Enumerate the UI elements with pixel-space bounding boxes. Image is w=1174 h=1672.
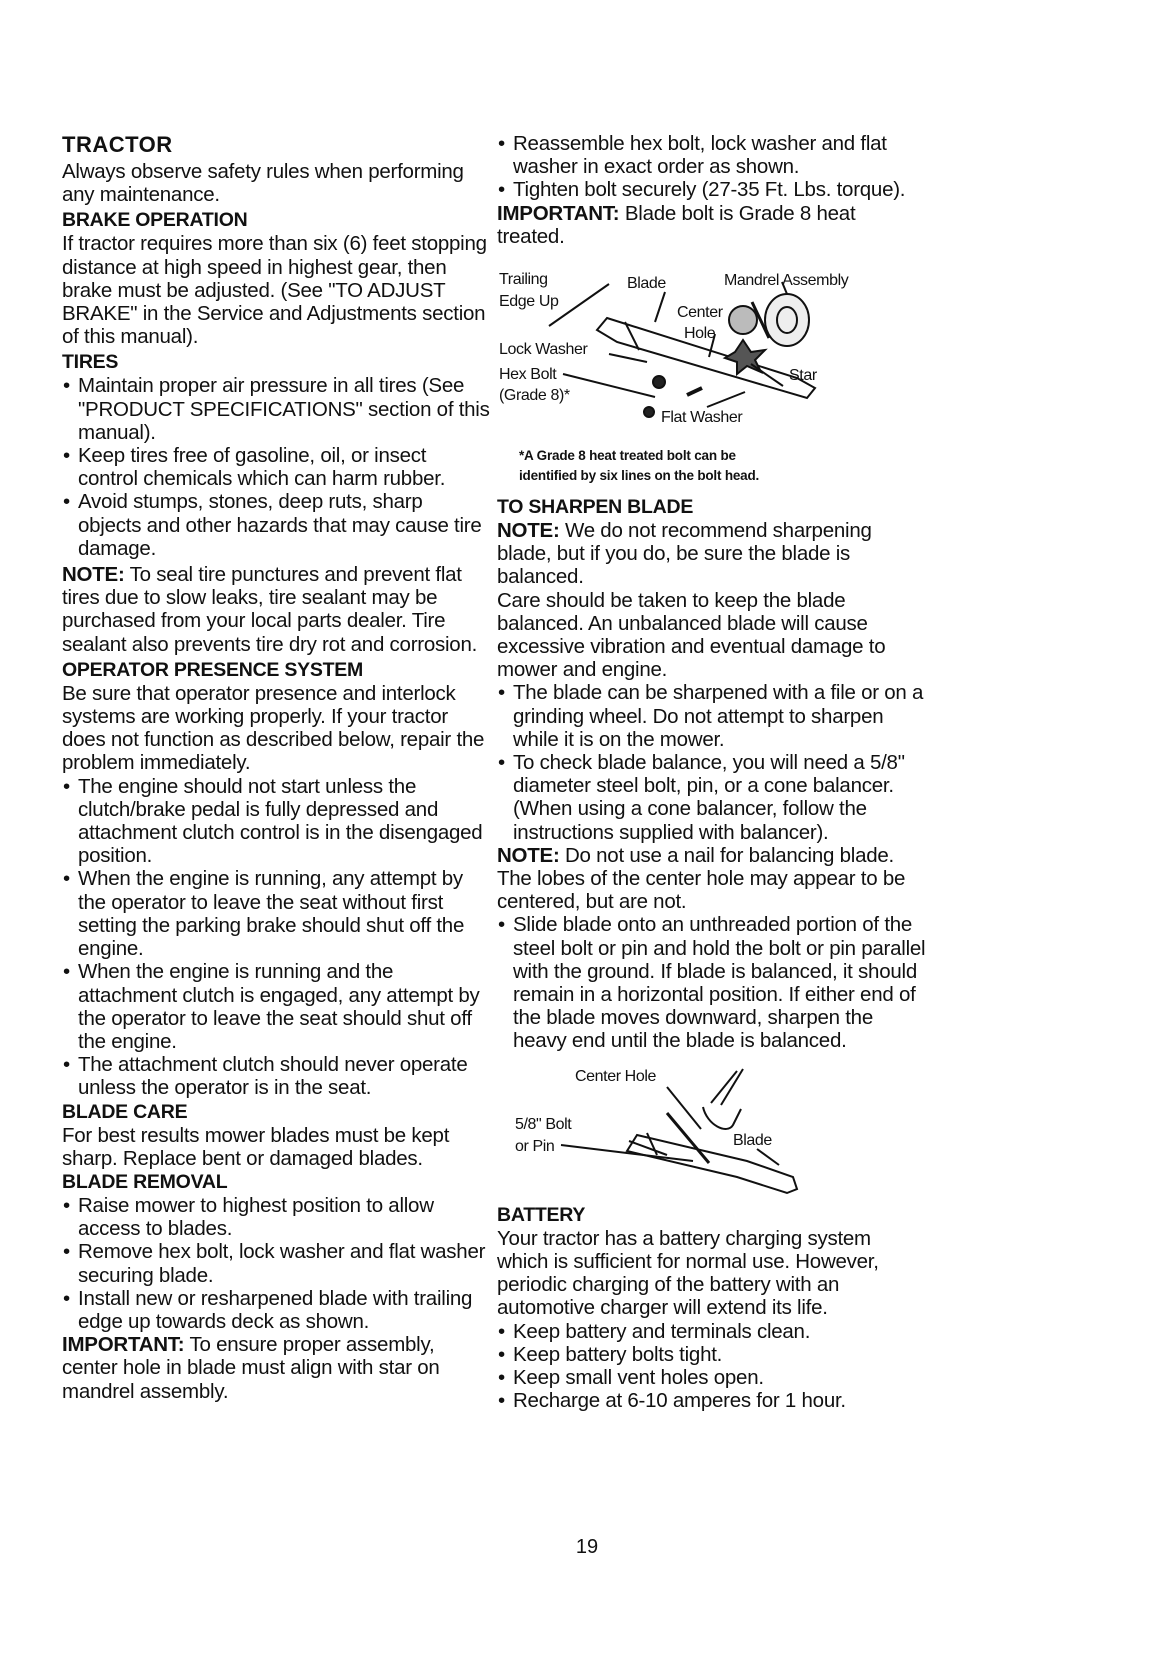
- right-column: [497, 132, 927, 1412]
- nail-note: [497, 844, 927, 914]
- grade-label: (Grade 8)*: [499, 387, 570, 405]
- slide-list: [497, 913, 927, 1052]
- important-label: IMPORTANT:: [497, 201, 620, 225]
- tractor-intro: Always observe safety rules when performing any maintenance.: [62, 160, 464, 207]
- blade-label: Blade: [627, 275, 666, 293]
- caption-line: identified by six lines on the bolt head.: [519, 468, 760, 484]
- blade-removal-heading: BLADE REMOVAL: [62, 1170, 228, 1193]
- list-item: • Keep battery bolts tight.: [497, 1343, 927, 1366]
- blade-care-text: For best results mower blades must be kept sharp. Replace bent or damaged blades.: [62, 1123, 450, 1170]
- sharpen-note: [497, 519, 927, 589]
- list-item: • Keep small vent holes open.: [497, 1366, 927, 1389]
- important-text: To ensure proper assembly, center hole in blade must align with star on mandrel assembly.: [62, 1333, 440, 1403]
- blade-label: Blade: [733, 1131, 772, 1149]
- list-item: • Remove hex bolt, lock washer and flat washer securing blade.: [62, 1240, 490, 1286]
- center-label: Center: [677, 304, 723, 322]
- tractor-title: TRACTOR: [62, 132, 173, 157]
- blade-balance-figure: [497, 1065, 927, 1200]
- list-item: • Tighten bolt securely (27-35 Ft. Lbs. torque).: [497, 178, 927, 201]
- tires-note: [62, 563, 490, 656]
- list-item: • Raise mower to highest position to allow access to blades.: [62, 1194, 490, 1240]
- reassemble-list: [497, 132, 927, 202]
- list-item: • Maintain proper air pressure in all tires (See "PRODUCT SPECIFICATIONS" section of this manual).: [62, 374, 490, 444]
- important-text: Blade bolt is Grade 8 heat treated.: [497, 201, 856, 248]
- page-number: 19: [575, 1536, 599, 1558]
- note-label: NOTE:: [497, 843, 560, 867]
- figure-caption: [519, 446, 927, 486]
- blade-care-heading: BLADE CARE: [62, 1100, 188, 1123]
- sharpen-text: Care should be taken to keep the blade balanced. An unbalanced blade will cause excessive vibration and eventual damage to mower and engine.: [497, 588, 886, 682]
- list-item: • Keep tires free of gasoline, oil, or insect control chemicals which can harm rubber.: [62, 444, 490, 490]
- lock-washer-label: Lock Washer: [499, 341, 588, 359]
- sharpen-blade-heading: TO SHARPEN BLADE: [497, 496, 694, 519]
- list-item: • The engine should not start unless the clutch/brake pedal is fully depressed and attachment clutch control is in the disengaged position.: [62, 775, 490, 868]
- nail-note-text: Do not use a nail for balancing blade. The lobes of the center hole may appear to be centered, but are not.: [497, 843, 906, 914]
- battery-text: Your tractor has a battery charging system which is sufficient for normal use. However, periodic charging of the battery with an automotive charger will extend its life.: [497, 1226, 879, 1320]
- blade-removal-important: [62, 1333, 490, 1403]
- flat-washer-label: Flat Washer: [661, 409, 743, 427]
- sharpen-list: [497, 681, 927, 843]
- list-item: • Avoid stumps, stones, deep ruts, sharp objects and other hazards that may cause tire damage.: [62, 490, 490, 560]
- or-pin-label: or Pin: [515, 1137, 555, 1155]
- important-label: IMPORTANT:: [62, 1333, 185, 1357]
- blade-removal-list: [62, 1194, 490, 1333]
- list-item: • Reassemble hex bolt, lock washer and flat washer in exact order as shown.: [497, 132, 927, 178]
- tires-note-text: To seal tire punctures and prevent flat tires due to slow leaks, tire sealant may be purchased from your local parts dealer. Tire sealant also prevents tire dry rot and corrosion.: [62, 563, 478, 656]
- operator-presence-list: [62, 775, 490, 1100]
- bolt-label: 5/8" Bolt: [515, 1115, 572, 1133]
- operator-presence-text: Be sure that operator presence and interlock systems are working properly. If your tractor does not function as described below, repair the problem immediately.: [62, 681, 485, 775]
- note-label: NOTE:: [62, 563, 125, 587]
- list-item: • Slide blade onto an unthreaded portion of the steel bolt or pin and hold the bolt or pin parallel with the ground. If blade is balanced, it should remain in a horizontal position. If either end of the blade moves downward, sharpen the heavy end until the blade is balanced.: [497, 913, 927, 1052]
- operator-presence-heading: OPERATOR PRESENCE SYSTEM: [62, 658, 364, 681]
- hole-label: Hole: [684, 325, 716, 343]
- hex-bolt-label: Hex Bolt: [499, 366, 557, 384]
- blade-assembly-figure: [497, 262, 927, 440]
- brake-operation-heading: BRAKE OPERATION: [62, 209, 248, 232]
- blade-bolt-important: [497, 202, 927, 248]
- list-item: • When the engine is running and the attachment clutch is engaged, any attempt by the operator to leave the seat should shut off the engine.: [62, 960, 490, 1053]
- list-item: • Recharge at 6-10 amperes for 1 hour.: [497, 1389, 927, 1412]
- list-item: • When the engine is running, any attempt by the operator to leave the seat without first setting the parking brake should shut off the engine.: [62, 867, 490, 960]
- edge-up-label: Edge Up: [499, 293, 559, 311]
- caption-line: *A Grade 8 heat treated bolt can be: [519, 448, 736, 464]
- list-item: • Keep battery and terminals clean.: [497, 1320, 927, 1343]
- tires-heading: TIRES: [62, 351, 119, 374]
- battery-heading: BATTERY: [497, 1203, 586, 1226]
- list-item: • The attachment clutch should never operate unless the operator is in the seat.: [62, 1053, 490, 1099]
- list-item: • Install new or resharpened blade with trailing edge up towards deck as shown.: [62, 1287, 490, 1333]
- left-column: [62, 132, 490, 1403]
- tires-list: [62, 374, 490, 560]
- mandrel-assembly-label: Mandrel Assembly: [724, 272, 849, 290]
- sharpen-note-text: We do not recommend sharpening blade, but if you do, be sure the blade is balanced.: [497, 519, 872, 589]
- center-hole-label: Center Hole: [575, 1067, 656, 1085]
- list-item: • The blade can be sharpened with a file or on a grinding wheel. Do not attempt to sharpen while it is on the mower.: [497, 681, 927, 751]
- brake-operation-text: If tractor requires more than six (6) feet stopping distance at high speed in highest gear, then brake must be adjusted. (See "TO ADJUST BRAKE" in the Service and Adjustments section of this manual).: [62, 232, 487, 349]
- list-item: • To check blade balance, you will need a 5/8" diameter steel bolt, pin, or a cone balancer. (When using a cone balancer, follow the instructions supplied with balancer).: [497, 751, 927, 844]
- battery-list: [497, 1320, 927, 1413]
- trailing-label: Trailing: [499, 271, 548, 289]
- note-label: NOTE:: [497, 519, 560, 543]
- star-label: Star: [789, 367, 817, 385]
